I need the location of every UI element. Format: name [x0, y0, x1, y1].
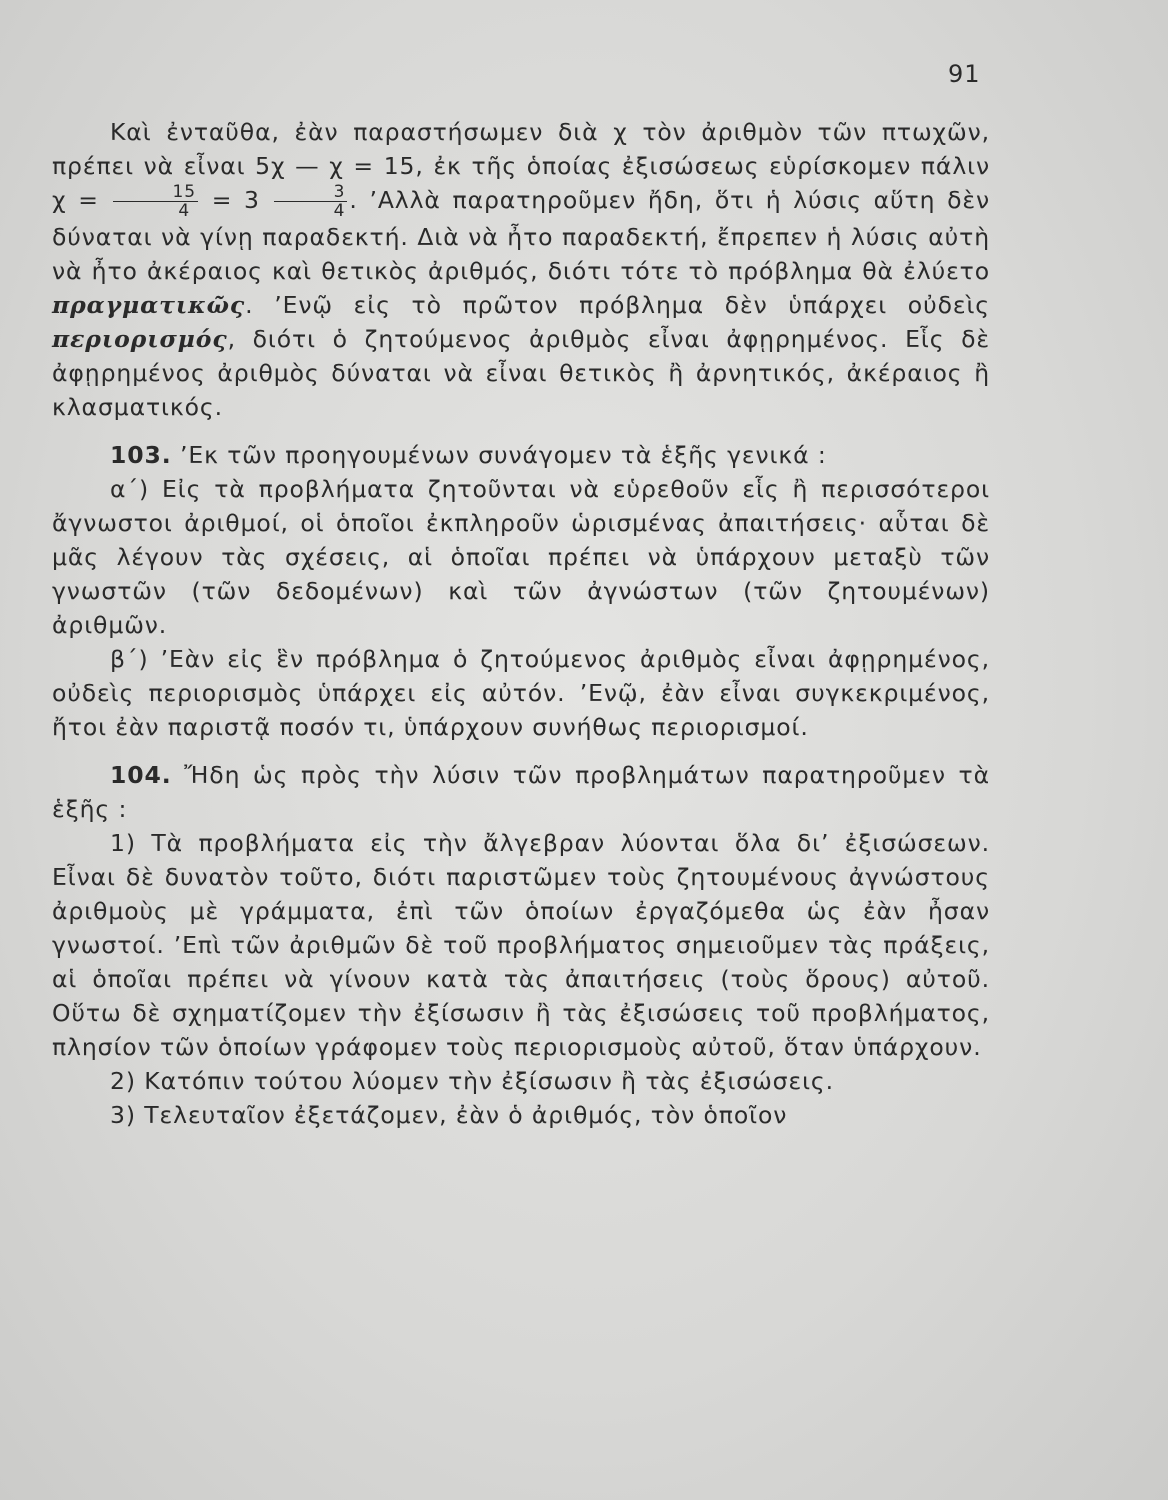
paragraph-intro [52, 115, 990, 424]
intro-text-4: , διότι ὁ ζητούμενος ἀριθμὸς εἶναι ἀφῃρημένος. Εἷς δὲ ἀφῃρημένος ἀριθμὸς δύναται νὰ εἶναι θετικὸς ἢ ἀρνητικός, ἀκέραιος ἢ κλασματικός. [52, 325, 990, 421]
intro-equals: = 3 [199, 186, 272, 214]
fraction-denominator: 4 [333, 201, 346, 221]
fraction-numerator: 3 [274, 183, 348, 202]
intro-text-3: . ’Ενῷ εἰς τὸ πρῶτον πρόβλημα δὲν ὑπάρχει οὐδεὶς [245, 291, 990, 319]
section-103 [52, 438, 990, 472]
section-number: 104. [110, 761, 172, 789]
fraction-numerator: 15 [113, 183, 198, 202]
section-text: Ἤδη ὡς πρὸς τὴν λύσιν τῶν προβλημάτων παρατηροῦμεν τὰ ἑξῆς : [52, 761, 990, 823]
emphasis-pragmatikos: πραγματικῶς [52, 291, 246, 319]
item-a: α΄) Εἰς τὰ προβλήματα ζητοῦνται νὰ εὑρεθοῦν εἷς ἢ περισσότεροι ἄγνωστοι ἀριθμοί, οἱ ὁποῖοι ἐκπληροῦν ὡρισμένας ἀπαιτήσεις· αὗται δὲ μᾶς λέγουν τὰς σχέσεις, αἱ ὁποῖαι πρέπει νὰ ὑπάρχουν μεταξὺ τῶν γνωστῶν (τῶν δεδομένων) καὶ τῶν ἀγνώστων (τῶν ζητουμένων) ἀριθμῶν. [52, 475, 990, 639]
section-text: ’Εκ τῶν προηγουμένων συνάγομεν τὰ ἑξῆς γενικά : [171, 441, 827, 469]
intro-text-2: . ’Αλλὰ παρατηροῦμεν ἤδη, ὅτι ἡ λύσις αὕτη δὲν δύναται νὰ γίνῃ παραδεκτή. Διὰ νὰ ἦτο παραδεκτή, ἔπρεπεν ἡ λύσις αὐτὴ νὰ ἦτο ἀκέραιος καὶ θετικὸς ἀριθμός, διότι τότε τὸ πρόβλημα θὰ ἐλύετο [52, 186, 991, 285]
section-104 [52, 758, 990, 826]
item-3: 3) Τελευταῖον ἐξετάζομεν, ἐὰν ὁ ἀριθμός, τὸν ὁποῖον [110, 1101, 788, 1129]
page-body [52, 115, 990, 1132]
item-b: β΄) ’Εὰν εἰς ἓν πρόβλημα ὁ ζητούμενος ἀριθμὸς εἶναι ἀφῃρημένος, οὐδεὶς περιορισμὸς ὑπάρχει εἰς αὐτόν. ’Ενῷ, ἐὰν εἶναι συγκεκριμένος, ἤτοι ἐὰν παριστᾷ ποσόν τι, ὑπάρχουν συνήθως περιορισμοί. [52, 645, 990, 741]
fraction-denominator: 4 [178, 201, 191, 221]
emphasis-periorismos: περιορισμός [52, 325, 228, 353]
item-2: 2) Κατόπιν τούτου λύομεν τὴν ἐξίσωσιν ἢ τὰς ἐξισώσεις. [110, 1067, 834, 1095]
item-1: 1) Τὰ προβλήματα εἰς τὴν ἄλγεβραν λύονται ὅλα δι’ ἐξισώσεων. Εἶναι δὲ δυνατὸν τοῦτο, διότι παριστῶμεν τοὺς ζητουμένους ἀγνώστους ἀριθμοὺς μὲ γράμματα, ἐπὶ τῶν ὁποίων ἐργαζόμεθα ὡς ἐὰν ἦσαν γνωστοί. ’Επὶ τῶν ἀριθμῶν δὲ τοῦ προβλήματος σημειοῦμεν τὰς πράξεις, αἱ ὁποῖαι πρέπει νὰ γίνουν κατὰ τὰς ἀπαιτήσεις (τοὺς ὅρους) αὐτοῦ. Οὕτω δὲ σχηματίζομεν τὴν ἐξίσωσιν ἢ τὰς ἐξισώσεις τοῦ προβλήματος, πλησίον τῶν ὁποίων γράφομεν τοὺς περιορισμοὺς αὐτοῦ, ὅταν ὑπάρχουν. [52, 829, 990, 1061]
page-number: 91 [948, 60, 981, 88]
fraction-15-4 [113, 183, 198, 220]
fraction-3-4 [274, 183, 348, 220]
section-number: 103. [110, 441, 172, 469]
intro-text-1: Καὶ ἐνταῦθα, ἐὰν παραστήσωμεν διὰ χ τὸν ἀριθμὸν τῶν πτωχῶν, πρέπει νὰ εἶναι 5χ — χ = 15, ἐκ τῆς ὁποίας ἐξισώσεως εὑρίσκομεν πάλιν χ = [52, 118, 990, 214]
